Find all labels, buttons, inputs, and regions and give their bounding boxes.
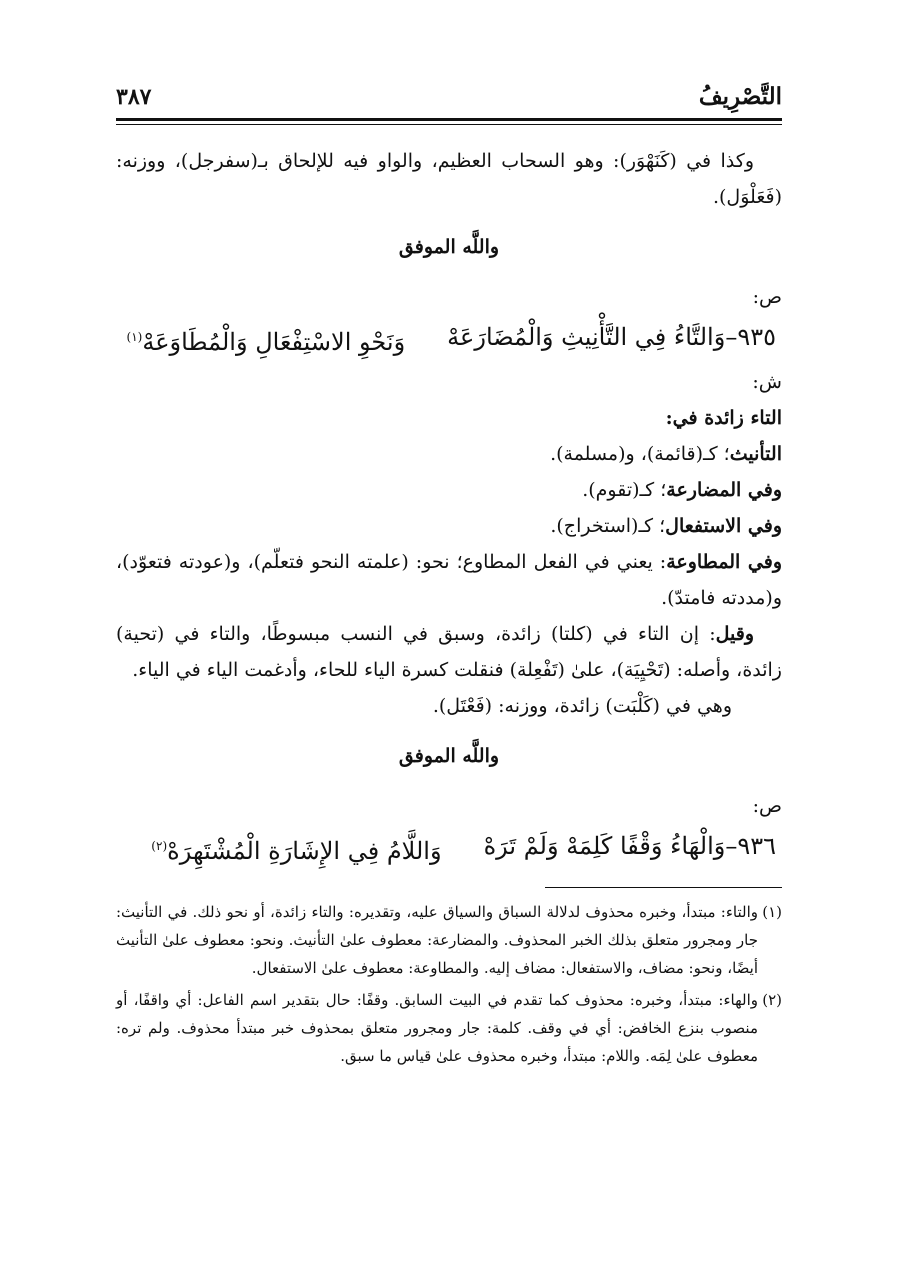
footnote-text: والهاء: مبتدأ، وخبره: محذوف كما تقدم في البيت السابق. وقفًا: حال بتقدير اسم الفاعل: أي واقفًا، أو منصوب بنزع الخافض: أي في وقف. كلمة: جار ومجرور متعلق بمحذوف خبر مبتدأ محذوف. ولم تره: معطوف علىٰ لِمَه. واللام: مبتدأ، وخبره محذوف علىٰ قياس ما سبق. (116, 991, 758, 1065)
footnote-ref-2: (٢) (151, 839, 168, 853)
page-header (116, 72, 782, 110)
list-item-term: وفي المطاوعة (666, 551, 782, 573)
list-item-mutawaa (116, 544, 782, 616)
list-item-term: وفي الاستفعال (665, 515, 782, 537)
list-item-text: ؛ كـ(استخراج). (550, 515, 666, 537)
list-item-text: ؛ كـ(قائمة)، و(مسلمة). (550, 443, 730, 465)
verse-935 (116, 315, 782, 364)
footnotes (116, 898, 782, 1070)
footnote-2 (116, 986, 782, 1070)
verse-935-second-hemistich (127, 315, 406, 364)
closing-phrase: واللَّه الموفق (398, 236, 500, 258)
verse-936-second-hemistich (151, 824, 441, 873)
verse-936-first-hemistich: ٩٣٦–وَالْهَاءُ وَقْفًا كَلِمَهْ وَلَمْ تَرَهْ (483, 832, 776, 860)
closing-phrase: واللَّه الموفق (398, 745, 500, 767)
paragraph-text: : إن التاء في (كلتا) زائدة، وسبق في النسب مبسوطًا، والتاء في (تحية) زائدة، وأصله: (تَحْيِيَة)، علىٰ (تَفْعِلة) فنقلت كسرة الياء للحاء، وأدغمت الياء في الياء. (116, 623, 782, 681)
paragraph-kanahwar: وكذا في (كَنَهْوَر): وهو السحاب العظيم، والواو فيه للإلحاق بـ(سفرجل)، ووزنه: (فَعَلْوَل). (116, 150, 782, 208)
label-shin: ش: (752, 371, 782, 393)
footnote-ref-1: (١) (126, 330, 143, 344)
label-sad: ص: (752, 286, 782, 308)
footnote-number: (٢) (762, 991, 782, 1009)
footnote-1 (116, 898, 782, 982)
footnote-separator (545, 887, 782, 888)
main-text (116, 143, 782, 873)
list-item-tanith (116, 436, 782, 472)
list-item-istifal (116, 508, 782, 544)
footnote-text: والتاء: مبتدأ، وخبره محذوف لدلالة السباق والسياق عليه، وتقديره: والتاء زائدة، أو نحو ذلك. في التأنيث: جار ومجرور متعلق بذلك الخبر المحذوف. والمضارعة: معطوف علىٰ التأنيث. ونحو: معطوف علىٰ التأنيث أيضًا، ونحو: مضاف، والاستفعال: مضاف إليه. والمطاوعة: معطوف علىٰ الاستفعال. (116, 903, 758, 977)
verse-936-second-text: وَاللَّامُ فِي الإِشَارَةِ الْمُشْتَهِرَهْ (167, 837, 442, 865)
book-page (116, 72, 782, 1074)
list-item-text: : يعني في الفعل المطاوع؛ نحو: (علمته النحو فتعلّم)، و(عودته فتعوّد)، و(مددته فامتدّ). (116, 551, 782, 609)
paragraph-qil (116, 616, 782, 688)
running-title: التَّصْرِيفُ (698, 83, 782, 110)
list-item-text: ؛ كـ(تقوم). (582, 479, 667, 501)
header-rule-thick (116, 118, 782, 121)
list-item-term: وفي المضارعة (666, 479, 782, 501)
label-sad: ص: (752, 795, 782, 817)
footnote-number: (١) (762, 903, 782, 921)
verse-935-first-hemistich: ٩٣٥–وَالتَّاءُ فِي التَّأْنِيثِ وَالْمُضَارَعَهْ (447, 323, 776, 351)
header-rule-thin (116, 124, 782, 125)
paragraph-lead-term: وقيل (715, 623, 754, 645)
verse-935-second-text: وَنَحْوِ الاسْتِفْعَالِ وَالْمُطَاوَعَهْ (142, 328, 406, 356)
list-item-mudaraa (116, 472, 782, 508)
verse-936 (116, 824, 782, 873)
list-intro: التاء زائدة في: (665, 407, 782, 429)
list-item-term: التأنيث (729, 443, 782, 465)
page-number: ٣٨٧ (116, 84, 152, 110)
paragraph-kalbat: وهي في (كَلْبَت) زائدة، ووزنه: (فَعْتَل). (432, 695, 732, 717)
